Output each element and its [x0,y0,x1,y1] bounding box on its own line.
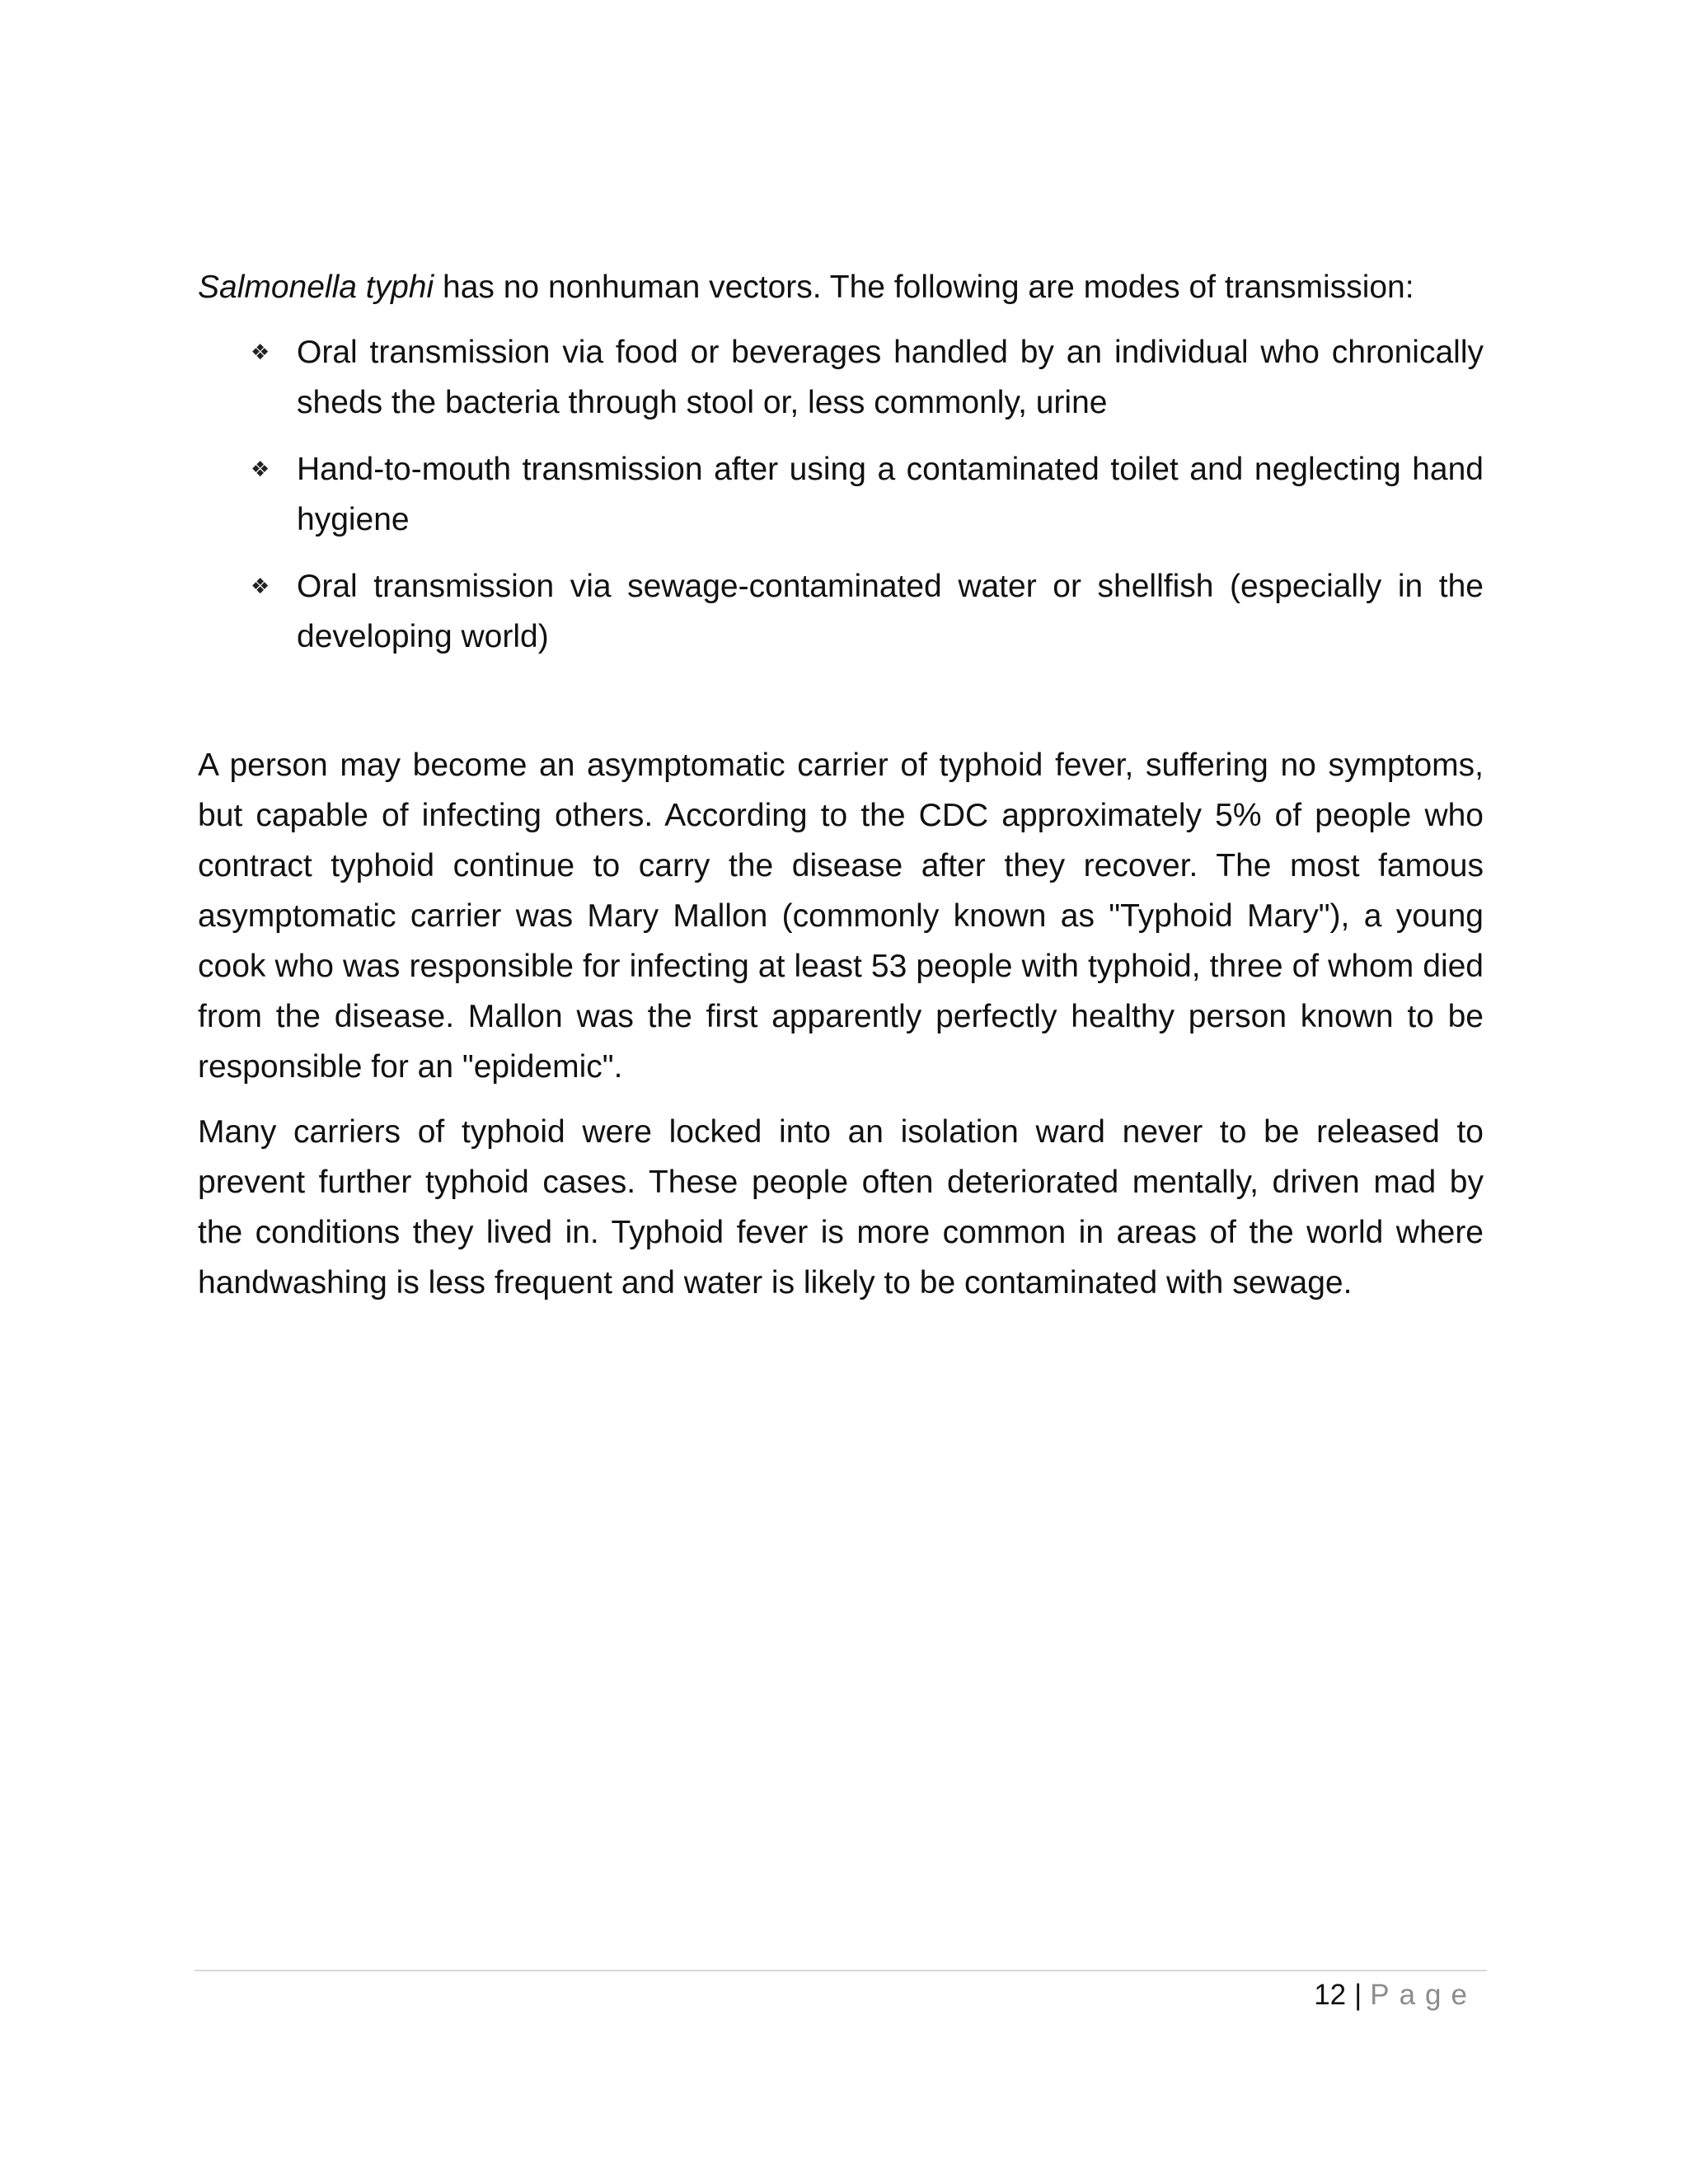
isolation-paragraph: Many carriers of typhoid were locked into an isolation ward never to be released to prevent further typhoid cases. These people often deteriorated mentally, driven mad by the conditions they lived in. Typhoid fever is more common in areas of the world where handwashing is less frequent and water is likely to be contaminated with sewage. [198,1114,1484,1301]
carrier-paragraph: A person may become an asymptomatic carrier of typhoid fever, suffering no symptoms, but capable of infecting others. According to the CDC approximately 5% of people who contract typhoid continue to carry the disease after they recover. The most famous asymptomatic carrier was Mary Mallon (commonly known as "Typhoid Mary"), a young cook who was responsible for infecting at least 53 people with typhoid, three of whom died from the disease. Mallon was the first apparently perfectly healthy person known to be responsible for an "epidemic". [198,748,1484,1085]
page-content [198,262,1484,1308]
diamond-bullet-icon: ❖ [251,457,270,481]
page-footer [1314,1975,1477,2016]
list-item [198,444,1484,545]
list-item-text: Hand-to-mouth transmission after using a contaminated toilet and neglecting hand hygiene [297,452,1484,537]
list-item [198,327,1484,428]
intro-paragraph [198,262,1484,312]
footer-divider [195,1970,1487,1971]
list-item-text: Oral transmission via food or beverages handled by an individual who chronically sheds the bacteria through stool or, less commonly, urine [297,335,1484,420]
intro-text: has no nonhuman vectors. The following are modes of transmission: [434,269,1414,305]
species-name: Salmonella typhi [198,269,434,305]
page-number: 12 [1314,1979,1347,2011]
list-item [198,561,1484,662]
list-item-text: Oral transmission via sewage-contaminated water or shellfish (especially in the developing world) [297,569,1484,654]
page-label: Page [1370,1979,1477,2011]
diamond-bullet-icon: ❖ [251,340,270,364]
transmission-list [198,327,1484,662]
diamond-bullet-icon: ❖ [251,574,270,598]
footer-separator: | [1354,1979,1362,2011]
